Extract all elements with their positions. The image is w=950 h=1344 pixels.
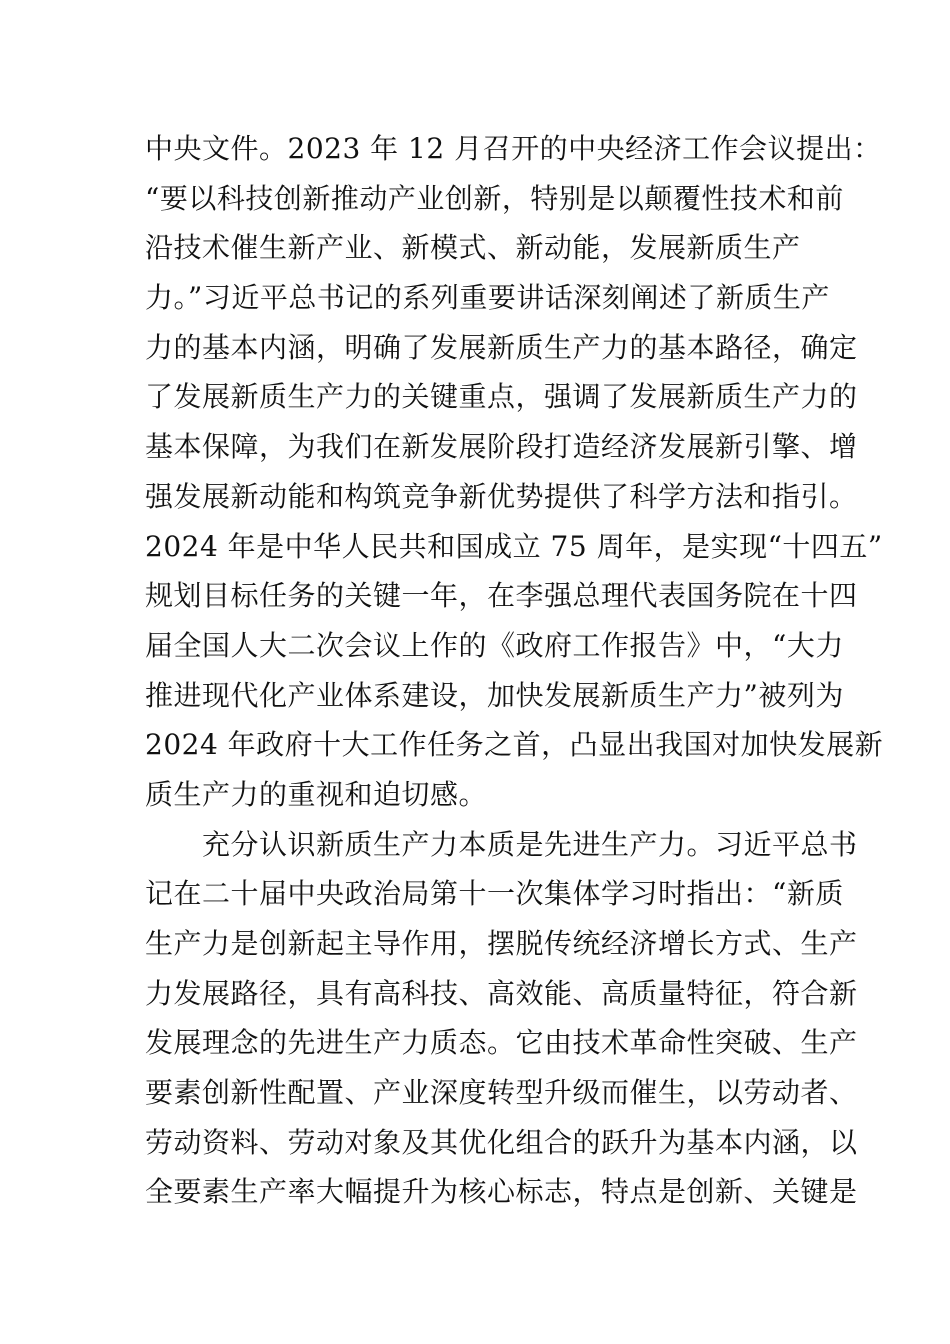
text-line: 基本保障，为我们在新发展阶段打造经济发展新引擎、增 [145,430,858,464]
text-line: 力。”习近平总书记的系列重要讲话深刻阐述了新质生产 [145,281,830,315]
text-line: 沿技术催生新产业、新模式、新动能，发展新质生产 [145,231,801,265]
text-line: 2024 年政府十大工作任务之首，凸显出我国对加快发展新 [145,728,884,762]
text-line: 强发展新动能和构筑竞争新优势提供了科学方法和指引。 [145,479,858,513]
text-line: 届全国人大二次会议上作的《政府工作报告》中，“大力 [145,628,844,662]
text-line: “要以科技创新推动产业创新，特别是以颠覆性技术和前 [145,181,844,215]
text-line: 推进现代化产业体系建设，加快发展新质生产力”被列为 [145,678,844,712]
text-line: 中央文件。2023 年 12 月召开的中央经济工作会议提出： [145,132,882,165]
text-line: 规划目标任务的关键一年，在李强总理代表国务院在十四 [145,579,858,613]
text-line: 力发展路径，具有高科技、高效能、高质量特征，符合新 [145,976,858,1010]
text-line: 记在二十届中央政治局第十一次集体学习时指出：“新质 [145,877,844,911]
text-line: 2024 年是中华人民共和国成立 75 周年，是实现“十四五” [145,529,883,563]
text-line: 力的基本内涵，明确了发展新质生产力的基本路径，确定 [145,330,858,364]
text-line: 全要素生产率大幅提升为核心标志，特点是创新、关键是 [145,1175,858,1209]
text-line: 质生产力的重视和迫切感。 [145,777,488,811]
text-line: 发展理念的先进生产力质态。它由技术革命性突破、生产 [145,1026,858,1060]
text-line: 要素创新性配置、产业深度转型升级而催生，以劳动者、 [145,1076,858,1110]
text-line: 劳动资料、劳动对象及其优化组合的跃升为基本内涵，以 [145,1125,858,1159]
text-line: 生产力是创新起主导作用，摆脱传统经济增长方式、生产 [145,927,858,960]
text-line: 了发展新质生产力的关键重点，强调了发展新质生产力的 [145,380,858,414]
text-line: 充分认识新质生产力本质是先进生产力。习近平总书 [145,827,858,861]
document-body-text [145,124,884,1217]
